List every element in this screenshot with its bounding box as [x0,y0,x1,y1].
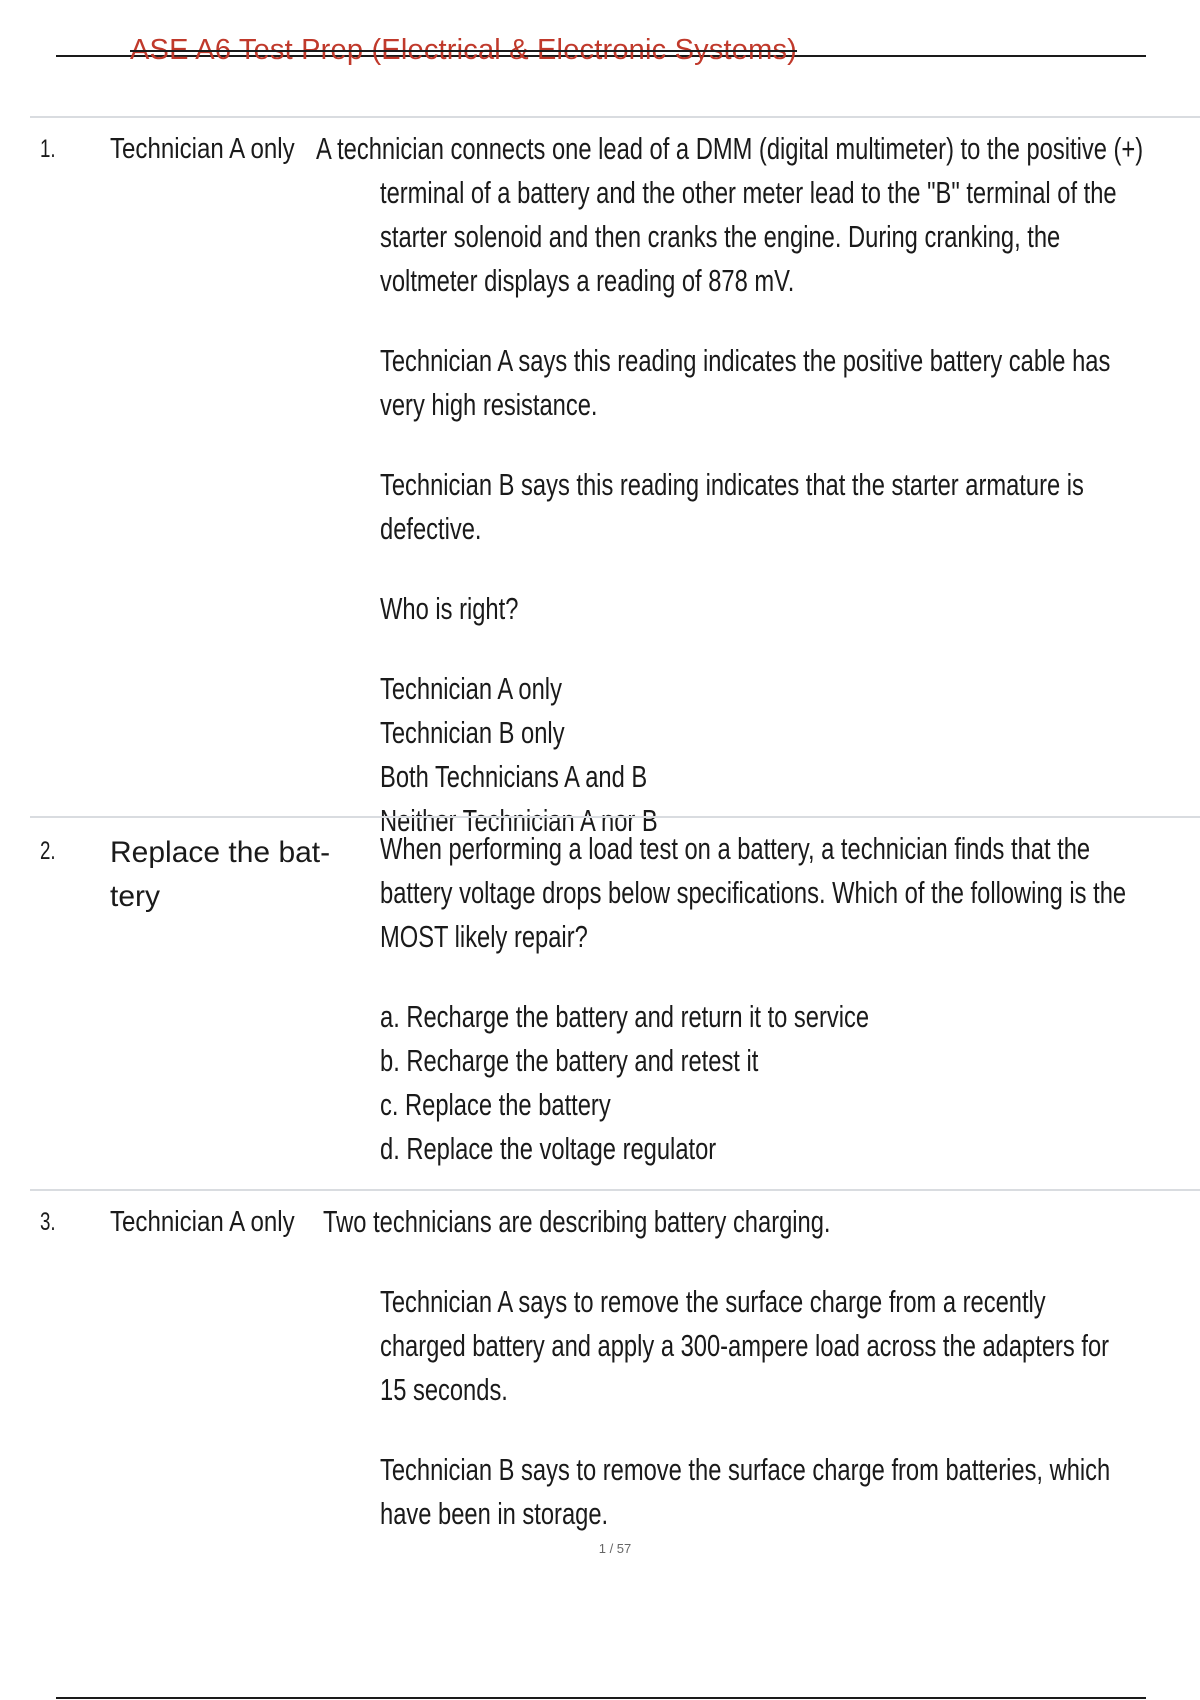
statement-technician-a: Technician A says this reading indicates the positive battery cable has very high resistance. [380,343,1111,422]
answer-label: Technician A only [110,133,295,165]
statement-technician-b: Technician B says to remove the surface charge from batteries, which have been in storage. [380,1452,1111,1531]
option-item: d. Replace the voltage regulator [380,1131,717,1166]
document-title: ASE A6 Test Prep (Electrical & Electronic Systems) [130,34,798,66]
option-item: Neither Technician A nor B [380,803,658,838]
question-number: 3. [40,1208,56,1236]
question-body [380,171,1130,843]
option-item: c. Replace the battery [380,1087,611,1122]
question-body [380,827,1130,1171]
question-divider [30,116,1200,118]
statement-technician-b: Technician B says this reading indicates that the starter armature is defective. [380,467,1084,546]
answer-label: Replace the bat- tery [110,836,331,913]
page-number: 1 / 57 [598,1541,632,1556]
question-number: 1. [40,135,56,163]
question-stem: When performing a load test on a battery, a technician finds that the battery voltage drops below specifications. Which of the following is the MOST likely repair? [380,831,1127,954]
question-body [380,1280,1130,1536]
question-stem-first-line: A technician connects one lead of a DMM (digital multimeter) to the positive (+) [316,131,1144,166]
statement-technician-a: Technician A says to remove the surface charge from a recently charged battery and apply a 300-ampere load across the adapters for 15 seconds. [380,1284,1110,1407]
question-stem: terminal of a battery and the other meter lead to the "B" terminal of the starter solenoid and then cranks the engine. During cranking, the voltmeter displays a reading of 878 mV. [380,175,1117,298]
option-item: Technician B only [380,715,565,750]
question-divider [30,1189,1200,1191]
option-item: a. Recharge the battery and return it to service [380,999,870,1034]
question-stem-first-line: Two technicians are describing battery charging. [323,1204,831,1239]
option-item: b. Recharge the battery and retest it [380,1043,759,1078]
options-list [380,995,1130,1171]
question-prompt: Who is right? [380,591,519,626]
question-divider [30,816,1200,818]
footer-rule [56,1697,1146,1699]
question-number: 2. [40,837,56,865]
option-item: Both Technicians A and B [380,759,648,794]
option-item: Technician A only [380,671,562,706]
answer-label: Technician A only [110,1206,295,1238]
